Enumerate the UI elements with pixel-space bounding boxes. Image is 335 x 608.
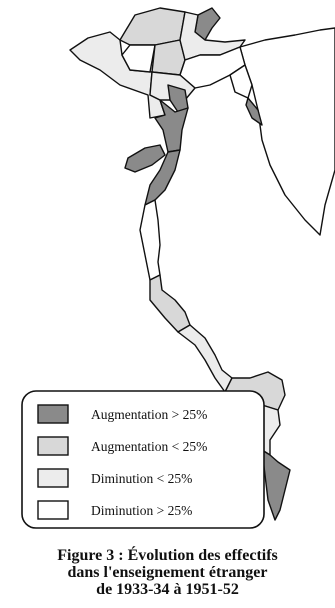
region-fayoum <box>125 145 165 172</box>
region-sohag <box>178 325 232 392</box>
caption-line-3: de 1933-34 à 1951-52 <box>96 581 239 598</box>
legend <box>22 391 264 528</box>
caption-line-2: dans l'enseignement étranger <box>67 564 268 581</box>
region-aswan <box>262 450 290 520</box>
region-sinai <box>240 28 335 235</box>
legend-label-decrease-weak: Diminution < 25% <box>91 471 193 486</box>
legend-swatch-increase-weak <box>38 437 68 455</box>
legend-swatch-increase-strong <box>38 405 68 423</box>
legend-label-increase-weak: Augmentation < 25% <box>91 439 208 454</box>
region-kafr-el-sheikh <box>120 8 185 45</box>
figure-caption <box>0 547 335 598</box>
caption-line-1: Figure 3 : Évolution des effectifs <box>57 547 278 564</box>
region-minya <box>140 200 160 280</box>
legend-label-increase-strong: Augmentation > 25% <box>91 407 208 422</box>
region-asyut <box>150 275 190 332</box>
legend-label-decrease-strong: Diminution > 25% <box>91 503 193 518</box>
legend-swatch-decrease-weak <box>38 469 68 487</box>
legend-swatch-decrease-strong <box>38 501 68 519</box>
region-dakahlia <box>152 40 185 75</box>
